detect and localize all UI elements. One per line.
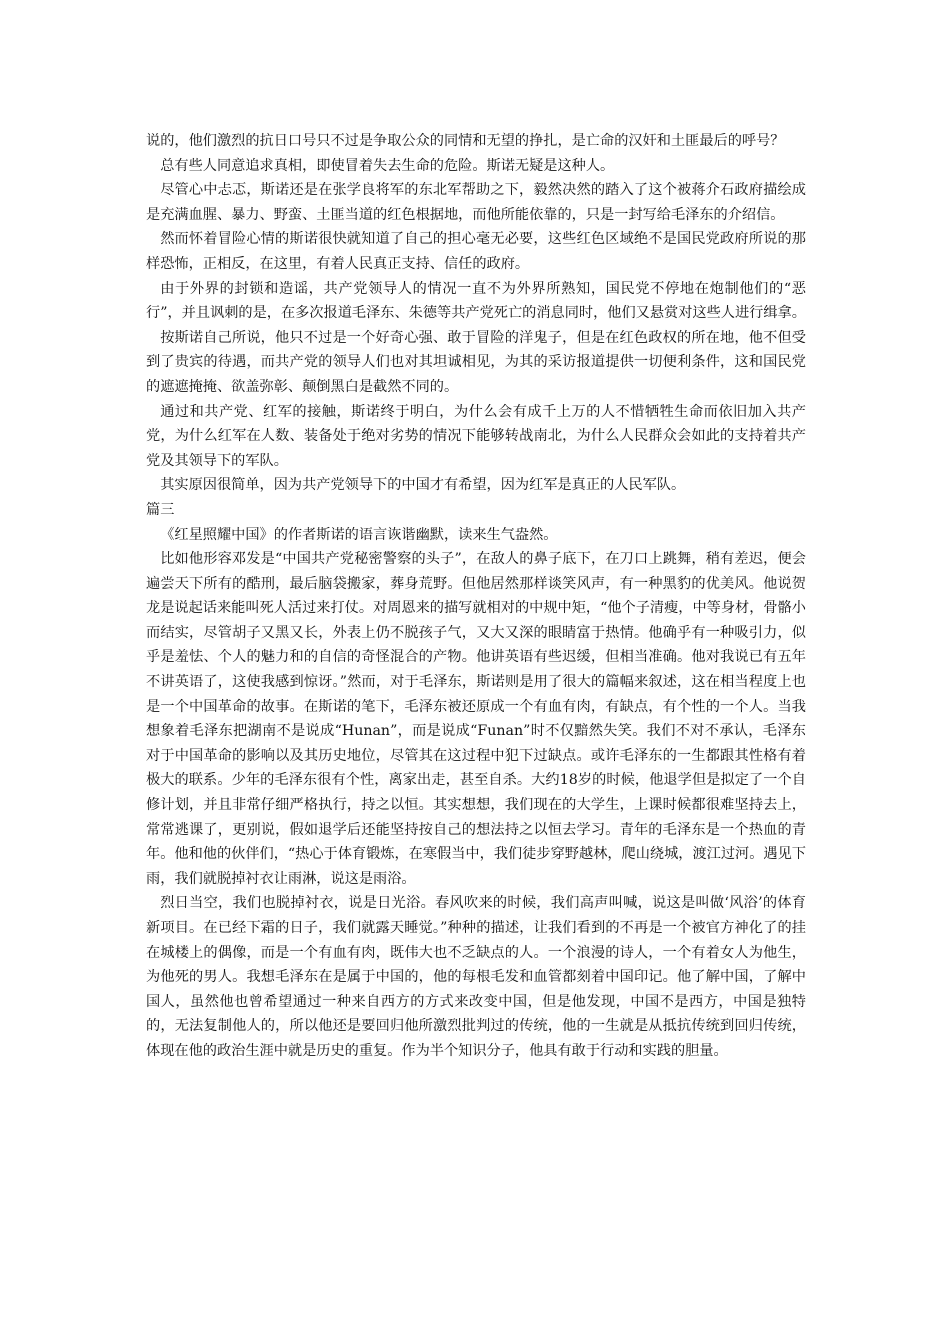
paragraph: 按斯诺自己所说，他只不过是一个好奇心强、敢于冒险的洋鬼子，但是在红色政权的所在地，他不但受到了贵宾的待遇，而共产党的领导人们也对其坦诚相见，为其的采访报道提供一切便利条件，这和国民党的遮遮掩掩、欲盖弥彰、颠倒黑白是截然不同的。 [146, 329, 806, 395]
paragraph: 由于外界的封锁和造谣，共产党领导人的情况一直不为外界所熟知，国民党不停地在炮制他们的“恶行”，并且讽刺的是，在多次报道毛泽东、朱德等共产党死亡的消息同时，他们又悬赏对这些人进行缉拿。 [146, 280, 806, 322]
paragraph: 尽管心中忐忑，斯诺还是在张学良将军的东北军帮助之下，毅然决然的踏入了这个被蒋介石政府描绘成是充满血腥、暴力、野蛮、土匪当道的红色根据地，而他所能依靠的，只是一封写给毛泽东的介绍信。 [146, 182, 806, 223]
paragraph: 总有些人同意追求真相，即使冒着失去生命的危险。斯诺无疑是这种人。 [160, 157, 615, 174]
paragraph: 烈日当空，我们也脱掉衬衣，说是日光浴。春风吹来的时候，我们高声叫喊，说这是叫做‘风浴’的体育新项目。在已经下霜的日子，我们就露天睡觉。”种种的描述，让我们看到的不再是一个被官方神化了的挂在城楼上的偶像，而是一个有血有肉，既伟大也不乏缺点的人。一个浪漫的诗人，一个有着女人为他生，为他死的男人。我想毛泽东在是属于中国的，他的每根毛发和血管都刻着中国印记。他了解中国，了解中国人，虽然他也曾希望通过一种来自西方的方式来改变中国，但是他发现，中国不是西方，中国是独特的，无法复制他人的，所以他还是要回归他所激烈批判过的传统，他的一生就是从抵抗传统到回归传统，体现在他的政治生涯中就是历史的重复。作为半个知识分子，他具有敢于行动和实践的胆量。 [146, 895, 806, 1059]
paragraph-continuation: 说的，他们激烈的抗日口号只不过是争取公众的同情和无望的挣扎，是亡命的汉奸和土匪最后的呼号？ [146, 133, 785, 149]
document-body [146, 129, 806, 1064]
paragraph: 《红星照耀中国》的作者斯诺的语言诙谐幽默，读来生气盎然。 [160, 526, 558, 543]
paragraph: 然而怀着冒险心情的斯诺很快就知道了自己的担心毫无必要，这些红色区域绝不是国民党政府所说的那样恐怖，正相反，在这里，有着人民真正支持、信任的政府。 [146, 231, 806, 272]
section-heading: 篇三 [146, 501, 175, 518]
paragraph: 比如他形容邓发是“中国共产党秘密警察的头子”，在敌人的鼻子底下，在刀口上跳舞，稍有差迟，便会遍尝天下所有的酷刑，最后脑袋搬家，葬身荒野。但他居然那样谈笑风声，有一种黑豹的优美风。他说贺龙是说起话来能叫死人活过来打仗。对周恩来的描写就相对的中规中矩，“他个子清瘦，中等身材，骨骼小而结实，尽管胡子又黑又长，外表上仍不脱孩子气，又大又深的眼睛富于热情。他确乎有一种吸引力，似乎是羞怯、个人的魅力和的自信的奇怪混合的产物。他讲英语有些迟缓，但相当准确。他对我说已有五年不讲英语了，这使我感到惊讶。”然而，对于毛泽东，斯诺则是用了很大的篇幅来叙述，这在相当程度上也是一个中国革命的故事。在斯诺的笔下，毛泽东被还原成一个有血有肉，有缺点，有个性的一个人。当我想象着毛泽东把湖南不是说成“Hunan”，而是说成“Funan”时不仅黯然失笑。我们不对不承认，毛泽东对于中国革命的影响以及其历史地位，尽管其在这过程中犯下过缺点。或许毛泽东的一生都跟其性格有着极大的联系。少年的毛泽东很有个性，离家出走，甚至自杀。大约18岁的时候，他退学但是拟定了一个自修计划，并且非常仔细严格执行，持之以恒。其实想想，我们现在的大学生，上课时候都很难坚持去上，常常逃课了，更别说，假如退学后还能坚持按自己的想法持之以恒去学习。青年的毛泽东是一个热血的青年。他和他的伙伴们，“热心于体育锻炼，在寒假当中，我们徒步穿野越林，爬山绕城，渡江过河。遇见下雨，我们就脱掉衬衣让雨淋，说这是雨浴。 [146, 551, 806, 887]
paragraph: 通过和共产党、红军的接触，斯诺终于明白，为什么会有成千上万的人不惜牺牲生命而依旧加入共产党，为什么红军在人数、装备处于绝对劣势的情况下能够转战南北，为什么人民群众会如此的支持着共产党及其领导下的军队。 [146, 403, 806, 469]
paragraph: 其实原因很简单，因为共产党领导下的中国才有希望，因为红军是真正的人民军队。 [160, 477, 686, 494]
